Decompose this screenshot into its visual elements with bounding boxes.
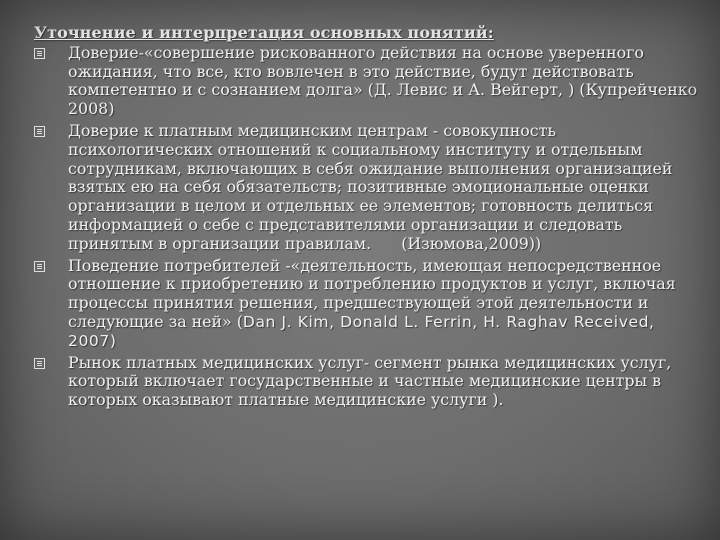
list-item	[34, 354, 698, 410]
slide-title: Уточнение и интерпретация основных понятий:	[34, 23, 494, 42]
square-bullet-icon	[34, 358, 45, 369]
list-item	[34, 257, 698, 351]
list-item-text: Рынок платных медицинских услуг- сегмент рынка медицинских услуг, который включает государственные и частные медицинские центры в которых оказывают платные медицинские услуги ).	[68, 352, 672, 410]
slide-content	[34, 24, 698, 413]
list-item-citation: Dan J. Kim, Donald L. Ferrin, H. Raghav Received, 2007)	[68, 312, 655, 350]
list-item-text: Поведение потребителей -«деятельность, имеющая непосредственное отношение к приобретению и потреблению продуктов и услуг, включая процессы принятия решения, предшествующей этой деятельности и следующие за ней» (	[68, 255, 676, 331]
bullet-list	[34, 44, 698, 410]
list-item	[34, 44, 698, 119]
square-bullet-icon	[34, 48, 45, 59]
list-item-text: Доверие-«совершение рискованного действия на основе уверенного ожидания, что все, кто вовлечен в это действие, будут действовать компетентно и с сознанием долга» (Д. Левис и А. Вейгерт, ) (Купрейченко 2008)	[68, 42, 698, 119]
list-item	[34, 122, 698, 254]
list-item-text: Доверие к платным медицинским центрам - совокупность психологических отношений к социальному институту и отдельным сотрудникам, включающих в себя ожидание выполнения организацией взятых ею на себя обязательств; позитивные эмоциональные оценки организации в целом и отдельных ее элементов; готовность делиться информацией о себе с представителями организации и следовать принятым в организации правилам. (Изюмова,2009))	[68, 120, 678, 253]
square-bullet-icon	[34, 126, 45, 137]
square-bullet-icon	[34, 261, 45, 272]
